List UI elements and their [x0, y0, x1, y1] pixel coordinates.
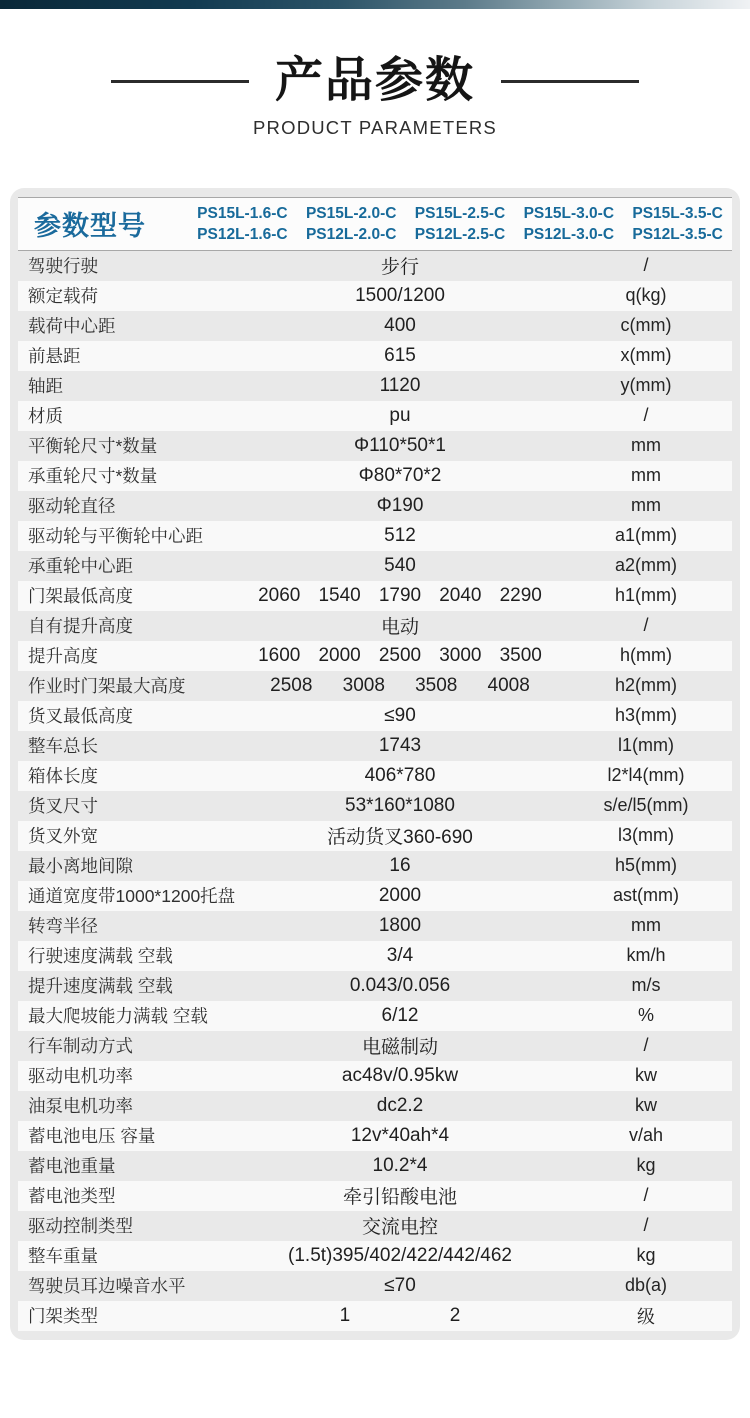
row-values	[240, 525, 560, 547]
parameters-panel	[10, 188, 740, 1340]
row-label: 最小离地间隙	[28, 856, 133, 877]
row-unit: mm	[631, 915, 661, 936]
model-column	[406, 203, 515, 245]
row-value: 12v*40ah*4	[350, 1124, 450, 1146]
row-value: 53*160*1080	[345, 794, 455, 816]
row-unit: l3(mm)	[618, 825, 674, 846]
row-label: 门架类型	[28, 1306, 98, 1327]
row-value: 活动货叉360-690	[327, 827, 473, 849]
row-values	[240, 1005, 560, 1027]
row-label: 整车重量	[28, 1246, 98, 1267]
row-values	[240, 645, 560, 667]
row-value: 512	[384, 524, 416, 546]
row-values	[240, 612, 560, 639]
row-values	[240, 285, 560, 307]
row-label: 提升高度	[28, 646, 98, 667]
row-label: 通道宽度带1000*1200托盘	[28, 886, 236, 907]
row-values	[240, 705, 560, 727]
row-value: Φ190	[376, 494, 424, 516]
table-row	[18, 251, 732, 281]
row-value: (1.5t)395/402/422/442/462	[288, 1244, 512, 1266]
row-label: 作业时门架最大高度	[28, 676, 186, 697]
row-values	[240, 345, 560, 367]
table-row	[18, 1301, 732, 1331]
row-value: 2500	[378, 644, 422, 666]
row-unit: a2(mm)	[615, 555, 677, 576]
row-label: 驾驶行驶	[28, 256, 98, 277]
row-values	[240, 1212, 560, 1239]
row-label: 蓄电池电压 容量	[28, 1126, 156, 1147]
row-label: 驱动控制类型	[28, 1216, 133, 1237]
row-value: Φ80*70*2	[358, 464, 442, 486]
row-unit: /	[643, 615, 649, 636]
row-values	[240, 675, 560, 697]
row-unit: kw	[635, 1065, 657, 1086]
table-row	[18, 581, 732, 611]
row-unit: db(a)	[624, 1275, 668, 1296]
table-row	[18, 971, 732, 1001]
row-value: 406*780	[364, 764, 436, 786]
table-header-row	[18, 197, 732, 251]
row-values	[240, 1245, 560, 1267]
table-row	[18, 1091, 732, 1121]
model-column	[188, 203, 297, 245]
row-values	[240, 495, 560, 517]
row-value: 1	[339, 1304, 351, 1326]
row-unit: h(mm)	[620, 645, 672, 666]
row-value: 1600	[258, 644, 301, 666]
row-label: 货叉外宽	[28, 826, 98, 847]
row-label: 货叉最低高度	[28, 706, 133, 727]
row-value: 0.043/0.056	[349, 974, 451, 996]
row-value: 牵引铅酸电池	[342, 1187, 457, 1209]
row-unit: c(mm)	[620, 315, 672, 336]
row-value: 1500/1200	[355, 284, 445, 306]
row-value: 3500	[499, 644, 542, 666]
row-value: 2	[449, 1304, 461, 1326]
row-label: 额定载荷	[28, 286, 98, 307]
row-label: 箱体长度	[28, 766, 98, 787]
row-unit: q(kg)	[625, 285, 667, 306]
row-label: 行车制动方式	[28, 1036, 133, 1057]
row-value: 10.2*4	[372, 1154, 428, 1176]
row-unit: ast(mm)	[613, 885, 679, 906]
row-values	[240, 975, 560, 997]
table-row	[18, 311, 732, 341]
row-label: 提升速度满载 空载	[28, 976, 173, 997]
model-column	[623, 203, 732, 245]
model-column	[297, 203, 406, 245]
row-value: 2040	[439, 584, 482, 606]
row-label: 整车总长	[28, 736, 98, 757]
row-values	[240, 885, 560, 907]
row-label: 转弯半径	[28, 916, 98, 937]
row-value: 1800	[378, 914, 422, 936]
row-unit: l2*l4(mm)	[607, 765, 685, 786]
row-value: 3508	[415, 674, 458, 696]
table-row	[18, 941, 732, 971]
table-row	[18, 341, 732, 371]
row-label: 轴距	[28, 376, 63, 397]
row-value: 400	[384, 314, 416, 336]
row-values	[240, 1065, 560, 1087]
row-value: 2508	[270, 674, 313, 696]
table-row	[18, 1211, 732, 1241]
table-row	[18, 761, 732, 791]
table-row	[18, 551, 732, 581]
row-value: 2290	[499, 584, 542, 606]
table-row	[18, 611, 732, 641]
row-label: 自有提升高度	[28, 616, 133, 637]
row-value: 3000	[439, 644, 482, 666]
row-values	[240, 252, 560, 279]
row-unit: x(mm)	[620, 345, 672, 366]
row-unit: h5(mm)	[615, 855, 677, 876]
table-row	[18, 1271, 732, 1301]
table-row	[18, 1121, 732, 1151]
table-row	[18, 461, 732, 491]
row-unit: h1(mm)	[615, 585, 677, 606]
row-values	[240, 375, 560, 397]
title-decorative-line-left	[111, 80, 249, 83]
row-label: 前悬距	[28, 346, 81, 367]
row-values	[240, 795, 560, 817]
row-label: 货叉尺寸	[28, 796, 98, 817]
row-label: 承重轮中心距	[28, 556, 133, 577]
row-unit: kg	[636, 1245, 656, 1266]
row-unit: %	[637, 1005, 654, 1026]
row-label: 驱动电机功率	[28, 1066, 133, 1087]
row-label: 蓄电池类型	[28, 1186, 116, 1207]
model-name-top: PS15L-2.5-C	[414, 204, 506, 222]
row-values	[240, 822, 560, 849]
row-value: 1790	[378, 584, 422, 606]
title-section	[0, 55, 750, 139]
row-unit: kw	[635, 1095, 657, 1116]
top-accent-bar	[0, 0, 750, 9]
row-value: 615	[384, 344, 416, 366]
row-values	[240, 435, 560, 457]
table-row	[18, 791, 732, 821]
table-row	[18, 851, 732, 881]
row-values	[240, 1182, 560, 1209]
row-value: 步行	[380, 257, 419, 279]
row-values	[240, 735, 560, 757]
row-values	[240, 1032, 560, 1059]
row-value: 1120	[379, 374, 421, 396]
row-label: 蓄电池重量	[28, 1156, 116, 1177]
row-label: 驾驶员耳边噪音水平	[28, 1276, 186, 1297]
row-value: dc2.2	[376, 1094, 424, 1116]
row-unit: mm	[631, 435, 661, 456]
row-unit: a1(mm)	[615, 525, 677, 546]
row-label: 门架最低高度	[28, 586, 133, 607]
table-row	[18, 1061, 732, 1091]
model-name-top: PS15L-2.0-C	[305, 204, 397, 222]
table-row	[18, 911, 732, 941]
row-values	[240, 1095, 560, 1117]
row-unit: /	[643, 1185, 649, 1206]
model-column	[514, 203, 623, 245]
row-values	[240, 765, 560, 787]
row-unit: s/e/l5(mm)	[603, 795, 689, 816]
row-unit: m/s	[631, 975, 661, 996]
row-values	[240, 1155, 560, 1177]
row-label: 行驶速度满载 空载	[28, 946, 173, 967]
table-row	[18, 1181, 732, 1211]
model-name-bottom: PS12L-2.0-C	[305, 225, 397, 243]
table-row	[18, 371, 732, 401]
row-values	[240, 465, 560, 487]
row-unit: l1(mm)	[618, 735, 674, 756]
row-label: 油泵电机功率	[28, 1096, 133, 1117]
row-label: 驱动轮直径	[28, 496, 116, 517]
row-values	[240, 405, 560, 427]
row-values	[240, 555, 560, 577]
row-unit: /	[643, 405, 649, 426]
row-value: ≤70	[384, 1274, 416, 1296]
row-value: 1743	[378, 734, 422, 756]
table-row	[18, 641, 732, 671]
row-value: 电动	[380, 617, 419, 639]
table-row	[18, 1031, 732, 1061]
table-row	[18, 671, 732, 701]
row-values	[240, 1125, 560, 1147]
table-row	[18, 1241, 732, 1271]
table-row	[18, 731, 732, 761]
row-values	[240, 855, 560, 877]
table-row	[18, 821, 732, 851]
row-unit: h3(mm)	[615, 705, 677, 726]
page-subtitle: PRODUCT PARAMETERS	[253, 116, 497, 138]
model-name-top: PS15L-3.5-C	[632, 204, 723, 222]
row-value: 3/4	[386, 944, 414, 966]
row-unit: /	[643, 1215, 649, 1236]
row-label: 驱动轮与平衡轮中心距	[28, 526, 203, 547]
row-values	[240, 1305, 560, 1327]
table-header-label: 参数型号	[34, 211, 146, 242]
row-label: 承重轮尺寸*数量	[28, 466, 158, 487]
model-name-bottom: PS12L-2.5-C	[414, 225, 506, 243]
row-label: 载荷中心距	[28, 316, 116, 337]
row-value: 1540	[318, 584, 361, 606]
row-values	[240, 1275, 560, 1297]
row-unit: 级	[637, 1306, 655, 1327]
table-row	[18, 431, 732, 461]
row-unit: /	[643, 1035, 649, 1056]
row-value: 2060	[258, 584, 301, 606]
row-unit: kg	[636, 1155, 656, 1176]
row-value: 2000	[378, 884, 422, 906]
row-value: ac48v/0.95kw	[341, 1064, 459, 1086]
row-unit: km/h	[626, 945, 666, 966]
row-values	[240, 585, 560, 607]
row-value: Φ110*50*1	[354, 434, 446, 456]
row-value: 电磁制动	[361, 1037, 438, 1059]
row-unit: /	[643, 255, 649, 276]
row-unit: y(mm)	[620, 375, 672, 396]
row-value: ≤90	[384, 704, 416, 726]
table-row	[18, 521, 732, 551]
row-value: 6/12	[381, 1004, 419, 1026]
table-body	[18, 251, 732, 1331]
row-label: 平衡轮尺寸*数量	[28, 436, 158, 457]
table-row	[18, 1001, 732, 1031]
model-name-bottom: PS12L-1.6-C	[197, 225, 288, 243]
row-value: pu	[389, 404, 411, 426]
model-name-bottom: PS12L-3.0-C	[523, 225, 615, 243]
row-value: 16	[389, 854, 411, 876]
table-row	[18, 881, 732, 911]
table-row	[18, 281, 732, 311]
table-row	[18, 701, 732, 731]
table-row	[18, 401, 732, 431]
row-unit: mm	[631, 465, 661, 486]
row-values	[240, 915, 560, 937]
title-decorative-line-right	[501, 80, 639, 83]
row-label: 最大爬坡能力满载 空载	[28, 1006, 208, 1027]
table-row	[18, 491, 732, 521]
model-name-top: PS15L-1.6-C	[197, 204, 288, 222]
page-title: 产品参数	[274, 54, 475, 107]
row-value: 4008	[487, 674, 530, 696]
row-label: 材质	[28, 406, 63, 427]
row-values	[240, 315, 560, 337]
row-value: 540	[384, 554, 416, 576]
row-value: 交流电控	[361, 1217, 438, 1239]
row-value: 3008	[342, 674, 385, 696]
row-values	[240, 945, 560, 967]
table-row	[18, 1151, 732, 1181]
model-columns	[188, 203, 732, 245]
model-name-bottom: PS12L-3.5-C	[632, 225, 723, 243]
row-unit: h2(mm)	[615, 675, 677, 696]
row-unit: mm	[631, 495, 661, 516]
model-name-top: PS15L-3.0-C	[523, 204, 615, 222]
row-unit: v/ah	[628, 1125, 664, 1146]
row-value: 2000	[318, 644, 361, 666]
